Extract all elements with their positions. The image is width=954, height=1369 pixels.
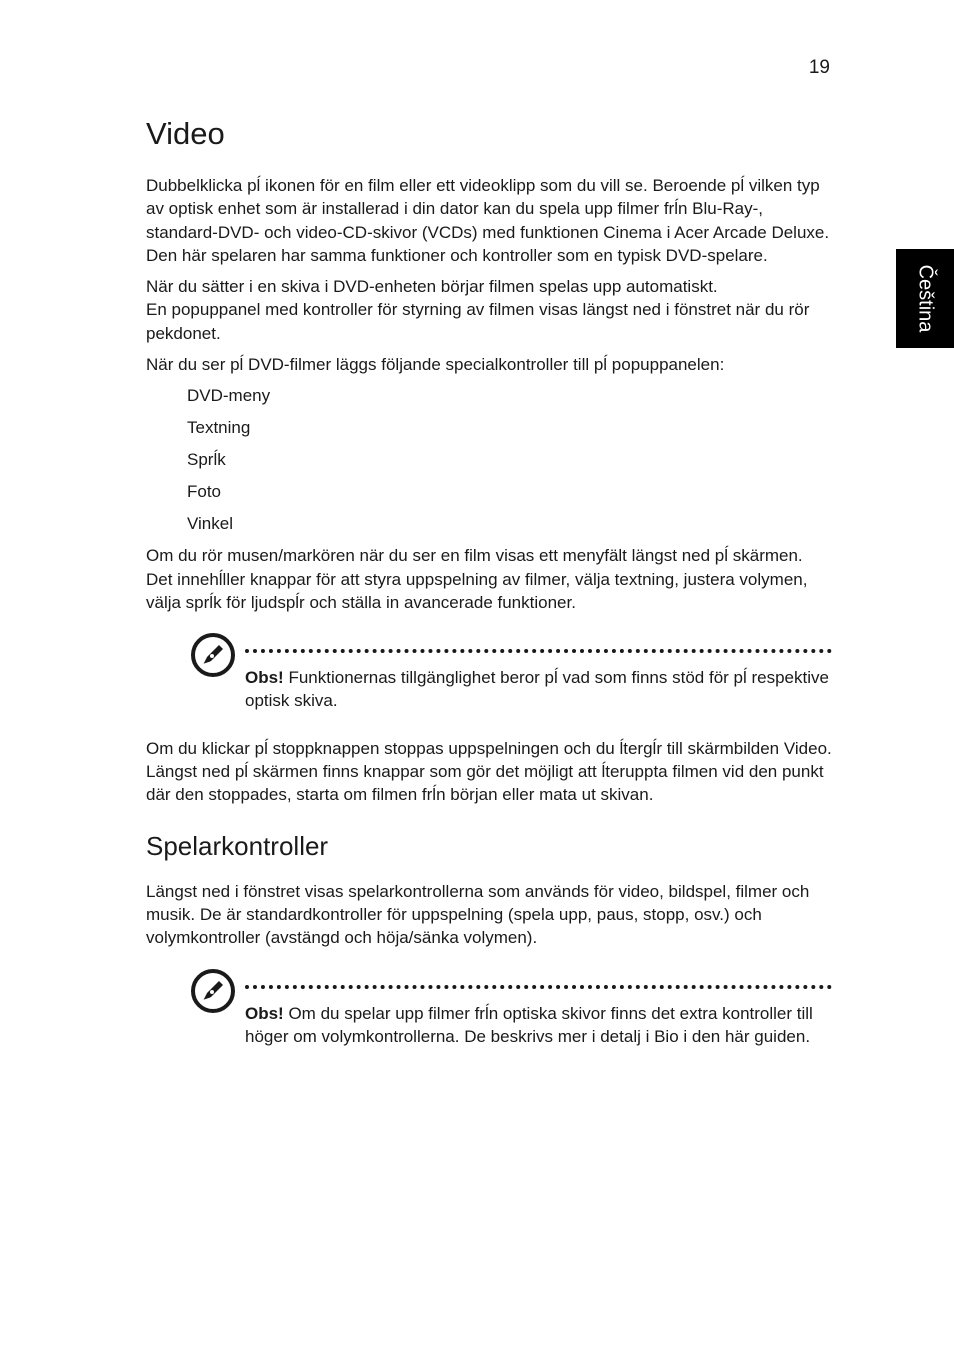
controls-paragraph: Längst ned i fönstret visas spelarkontrollerna som används för video, bildspel, filmer och musik. De är standardkontroller för uppspelning (spela upp, paus, stopp, osv.) och volymkontroller (avstängd och höja/sänka volymen). [146, 881, 810, 948]
stop-button-paragraph: Om du klickar pĺ stoppknappen stoppas uppspelningen och du ĺtergĺr till skärmbilden Video. Längst ned pĺ skärmen finns knappar som gör det möjligt att ĺteruppta filmen vid den punkt där den stoppades, starta om filmen frĺn början eller mata ut skivan. [146, 738, 832, 805]
note-box [146, 968, 832, 1049]
list-item: Textning [187, 418, 251, 438]
note-label: Obs! [245, 1003, 284, 1023]
video-heading: Video [146, 116, 225, 151]
language-tab-label: Čeština [914, 264, 937, 333]
note-label: Obs! [245, 668, 284, 688]
note-box [146, 632, 832, 713]
page-number: 19 [808, 57, 830, 78]
note-dotted-rule [245, 649, 832, 653]
video-intro-paragraph: Dubbelklicka pĺ ikonen för en film eller ett videoklipp som du vill se. Beroende pĺ vilken typ av optisk enhet som är installerad i din dator kan du spela upp filmer frĺn Blu-Ray-, standard-DVD- och video-CD-skivor (VCDs) med funktionen Cinema i Acer Arcade Deluxe. Den här spelaren har samma funktioner och kontroller som en typisk DVD-spelare. [146, 176, 830, 265]
list-item: DVD-meny [187, 386, 271, 406]
note-body: Om du spelar upp filmer frĺn optiska skivor finns det extra kontroller till höger om volymkontrollerna. De beskrivs mer i detalj i Bio i den här guiden. [245, 1003, 813, 1046]
list-item: Foto [187, 482, 222, 502]
special-controls-intro: När du ser pĺ DVD-filmer läggs följande specialkontroller till pĺ popuppanelen: [146, 355, 725, 375]
list-item: Vinkel [187, 514, 233, 534]
menu-bar-paragraph: Om du rör musen/markören när du ser en film visas ett menyfält längst ned pĺ skärmen. Det innehĺller knappar för att styra uppspelning av filmer, välja textning, justera volymen, välja sprĺk för ljudspĺr och ställa in avancerade funktioner. [146, 546, 808, 612]
autoplay-line: När du sätter i en skiva i DVD-enheten börjar filmen spelas upp automatiskt. [146, 277, 718, 297]
autoplay-paragraph [146, 275, 832, 345]
list-item: Sprĺk [187, 450, 226, 470]
note-body: Funktionernas tillgänglighet beror pĺ vad som finns stöd för pĺ respektive optisk skiva. [245, 668, 829, 711]
page-content [146, 112, 832, 1072]
language-tab [896, 249, 954, 348]
note-pen-icon [190, 968, 236, 1014]
note-text [245, 666, 832, 713]
controls-heading: Spelarkontroller [146, 830, 329, 861]
note-dotted-rule [245, 985, 832, 989]
note-text [245, 1002, 832, 1049]
special-controls-list [146, 384, 832, 535]
popup-panel-line: En popuppanel med kontroller för styrning av filmen visas längst ned i fönstret när du rör pekdonet. [146, 300, 810, 343]
note-pen-icon [190, 632, 236, 678]
